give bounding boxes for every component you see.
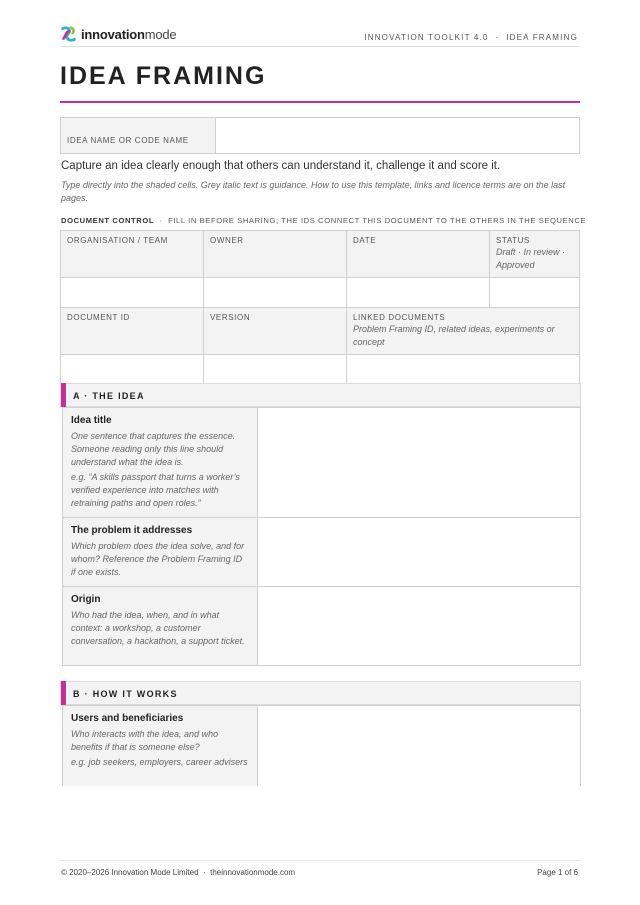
idea-title-input[interactable] [258, 408, 581, 518]
dc-linked-label-cell [347, 308, 580, 355]
section-b-accent [61, 681, 66, 705]
dc-version-label: VERSION [210, 313, 251, 322]
section-b-table [62, 705, 581, 786]
idea-name-label-cell [61, 118, 216, 154]
brand-logo [60, 24, 176, 44]
origin-input[interactable] [258, 587, 581, 666]
idea-title-example: e.g. “A skills passport that turns a worker’s verified experience into matches with retraining paths and open roles.” [71, 472, 240, 508]
users-input[interactable] [258, 706, 581, 786]
dc-linked-input[interactable] [347, 355, 580, 385]
dc-owner-label-cell [204, 231, 347, 278]
problem-label-cell [63, 518, 258, 587]
header-breadcrumb: INNOVATION TOOLKIT 4.0 · IDEA FRAMING [364, 33, 578, 42]
header-divider [60, 46, 580, 47]
users-example: e.g. job seekers, employers, career advisers [71, 757, 248, 767]
title-divider [60, 101, 580, 103]
problem-label: The problem it addresses [71, 525, 193, 536]
idea-title-label-cell [63, 408, 258, 518]
section-a-accent [61, 383, 66, 407]
users-label: Users and beneficiaries [71, 713, 184, 724]
dc-owner-label: OWNER [210, 236, 244, 245]
origin-label-cell [63, 587, 258, 666]
footer-divider [60, 860, 580, 861]
section-b-header [60, 681, 581, 705]
brand-name: innovationmode [81, 26, 177, 42]
dc-org-input[interactable] [61, 278, 204, 308]
origin-guidance: Who had the idea, when, and in what context: a workshop, a customer conversation, a hackathon, a support ticket. [71, 610, 245, 646]
users-guidance: Who interacts with the idea, and who benefits if that is someone else? [71, 729, 219, 752]
section-a-header [60, 383, 581, 407]
dc-status-input[interactable] [490, 278, 580, 308]
dc-status-label: STATUS [496, 236, 530, 245]
dc-linked-label: LINKED DOCUMENTS [353, 313, 446, 322]
idea-title-guidance: One sentence that captures the essence. Someone reading only this line should understand what the idea is. [71, 431, 236, 467]
origin-label: Origin [71, 594, 101, 605]
dc-date-label-cell [347, 231, 490, 278]
intro-text: Capture an idea clearly enough that others can understand it, challenge it and score it. [61, 160, 501, 172]
page-number: Page 1 of 6 [537, 868, 578, 877]
page-title: IDEA FRAMING [60, 62, 267, 90]
dc-docid-label: DOCUMENT ID [67, 313, 130, 322]
dc-status-hint: Draft · In review · Approved [496, 247, 566, 270]
section-a-title: A · THE IDEA [73, 391, 145, 401]
users-label-cell [63, 706, 258, 786]
idea-name-table [60, 117, 580, 154]
dc-version-label-cell [204, 308, 347, 355]
problem-guidance: Which problem does the idea solve, and for whom? Reference the Problem Framing ID if one exists. [71, 541, 245, 577]
dc-linked-hint: Problem Framing ID, related ideas, experiments or concept [353, 324, 555, 347]
dc-status-label-cell [490, 231, 580, 278]
idea-name-input-cell[interactable] [216, 118, 580, 154]
footer-copyright: © 2020–2026 Innovation Mode Limited · theinnovationmode.com [61, 868, 296, 877]
document-control-table [60, 230, 580, 385]
footer-site-link[interactable]: theinnovationmode.com [210, 868, 296, 877]
dc-org-label-cell [61, 231, 204, 278]
dc-docid-label-cell [61, 308, 204, 355]
dc-version-input[interactable] [204, 355, 347, 385]
section-a-table [62, 407, 581, 666]
dc-date-input[interactable] [347, 278, 490, 308]
problem-input[interactable] [258, 518, 581, 587]
idea-title-label: Idea title [71, 415, 112, 426]
innovation-mode-logo-icon [60, 25, 78, 43]
dc-docid-input[interactable] [61, 355, 204, 385]
guidance-text: Type directly into the shaded cells. Grey italic text is guidance. How to use this template, links and licence terms are on the last pages. [61, 180, 566, 203]
dc-date-label: DATE [353, 236, 377, 245]
section-b-title: B · HOW IT WORKS [73, 689, 178, 699]
dc-org-label: ORGANISATION / TEAM [67, 236, 168, 245]
idea-name-label: IDEA NAME OR CODE NAME [67, 136, 189, 145]
document-control-heading: DOCUMENT CONTROL · FILL IN BEFORE SHARING; THE IDS CONNECT THIS DOCUMENT TO THE OTHERS IN THE SEQUENCE [61, 216, 587, 225]
dc-owner-input[interactable] [204, 278, 347, 308]
